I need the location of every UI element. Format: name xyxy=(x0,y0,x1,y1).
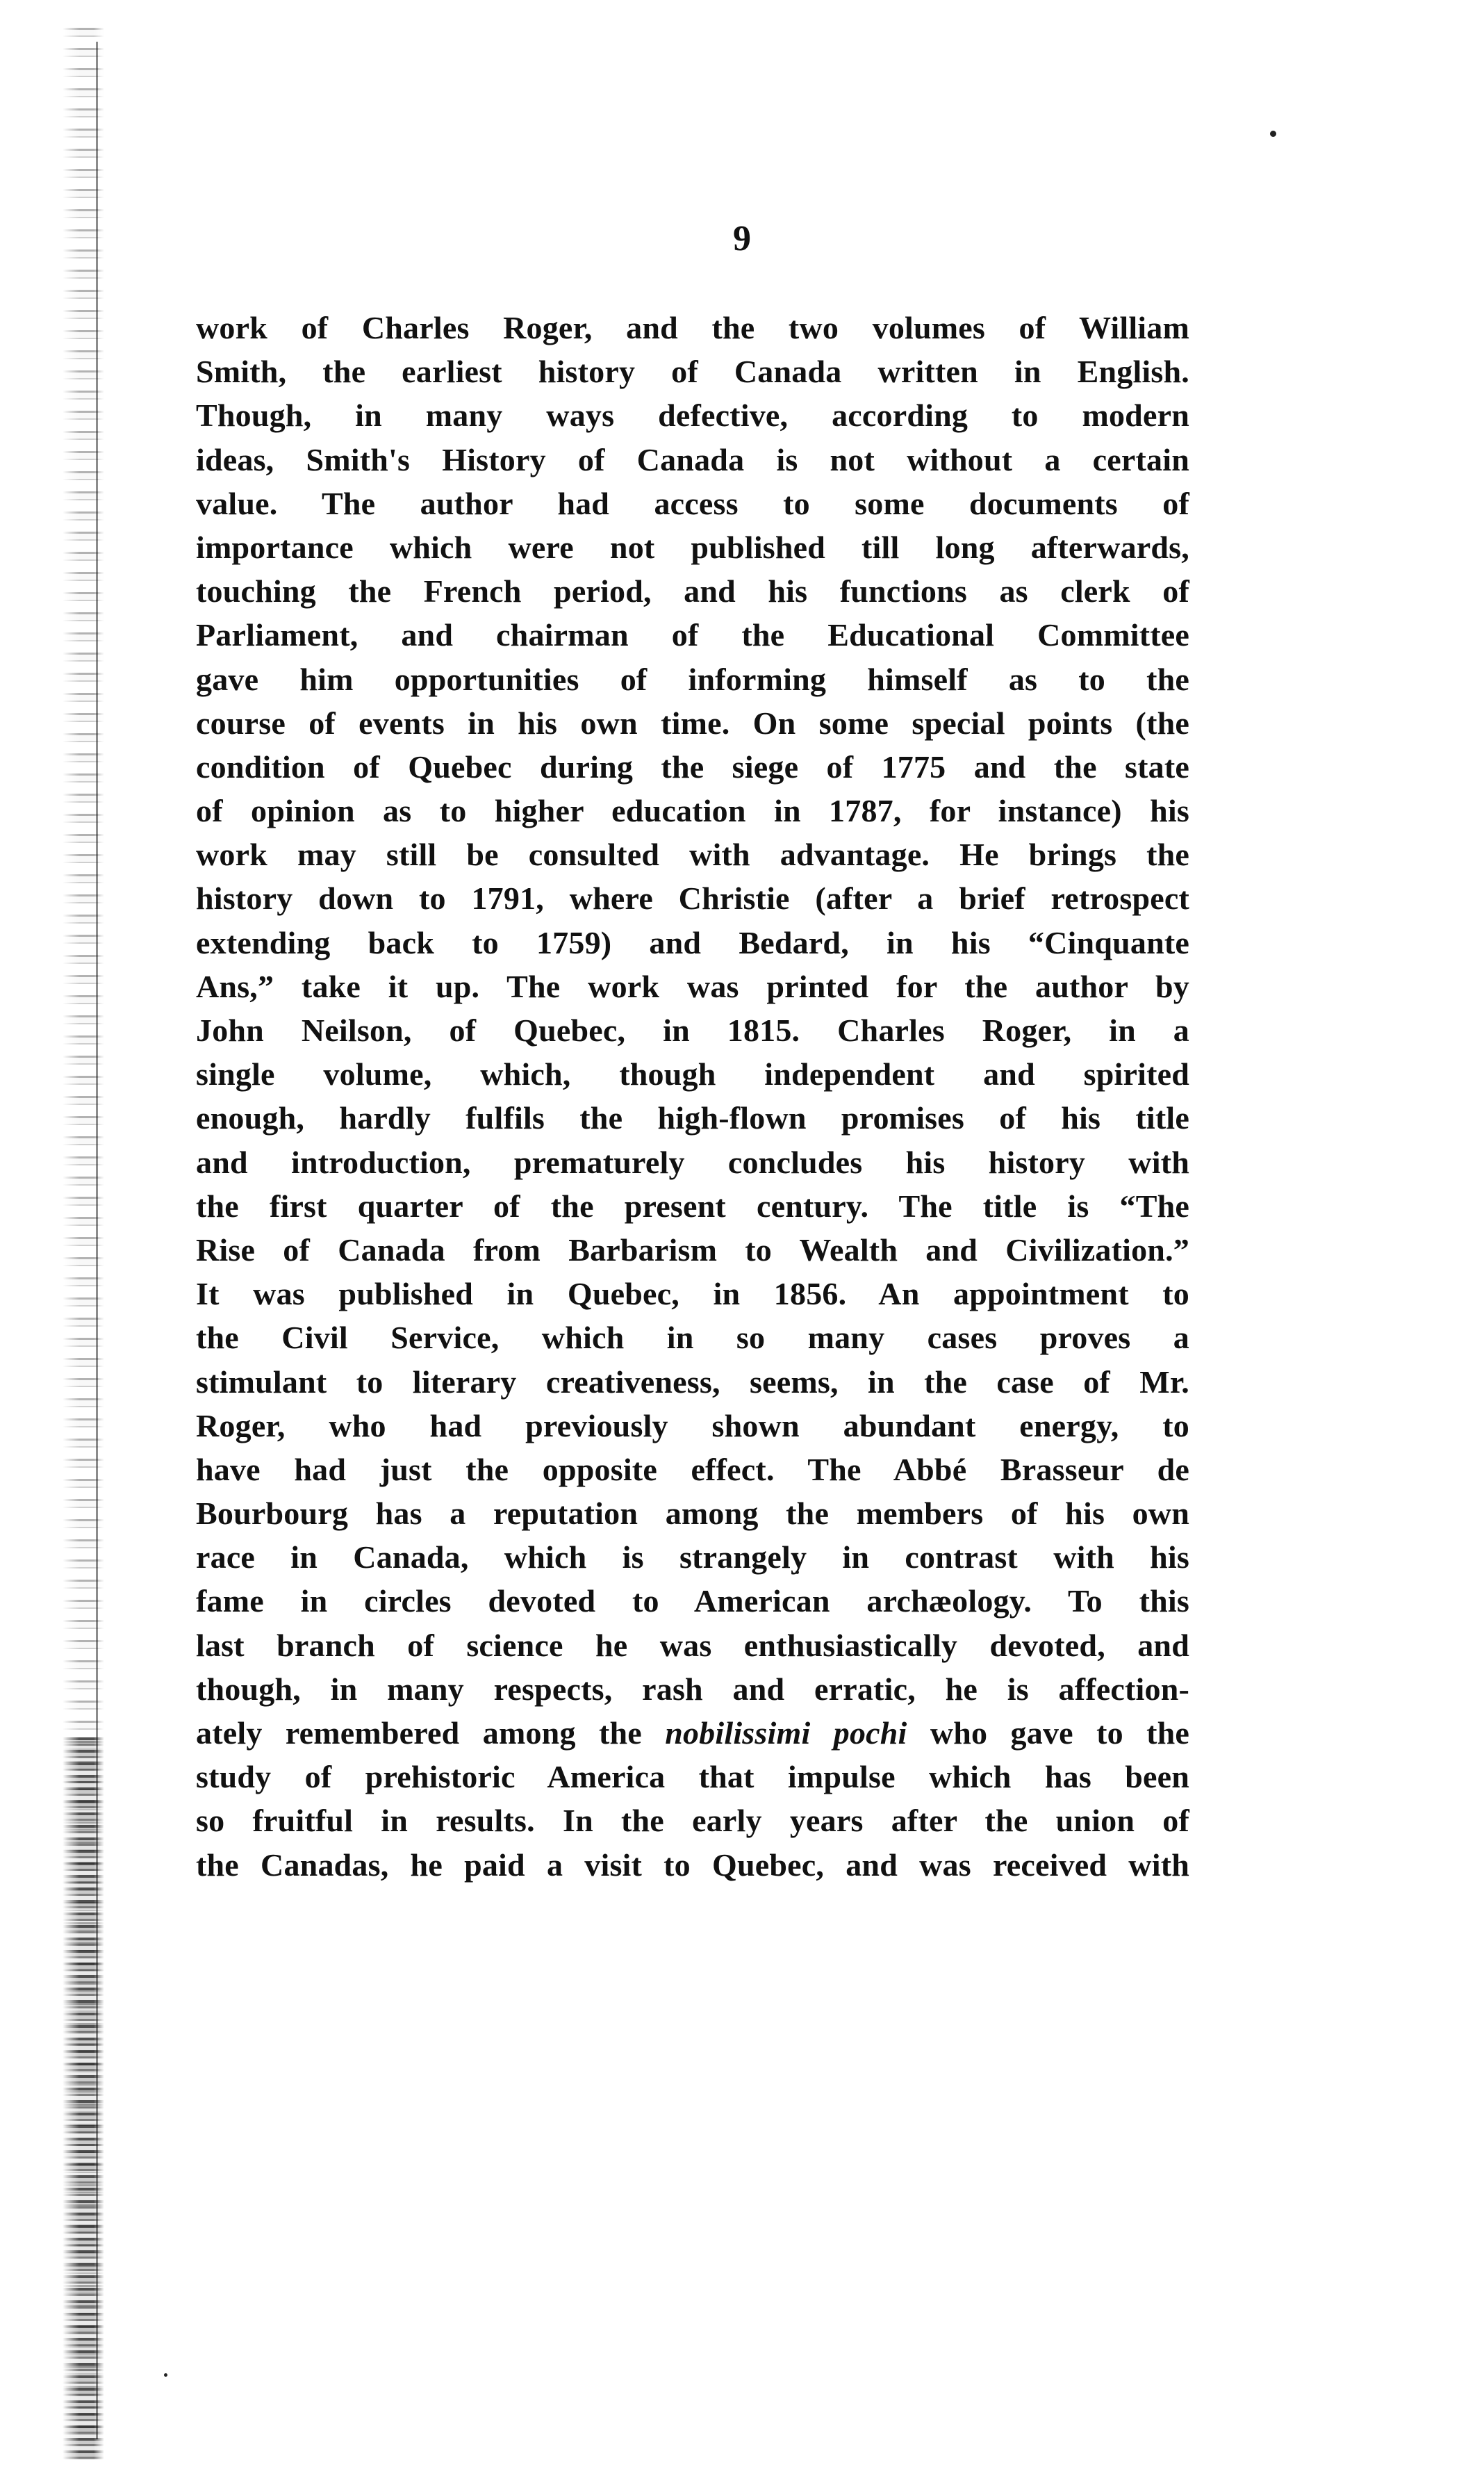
text-line: of opinion as to higher education in 1787, for instance) his xyxy=(196,793,1189,829)
text-line: gave him opportunities of informing himself as to the xyxy=(196,661,1189,697)
text-line: stimulant to literary creativeness, seems, in the case of Mr. xyxy=(196,1363,1189,1400)
text-line: work may still be consulted with advantage. He brings the xyxy=(196,837,1189,873)
text-line: touching the French period, and his functions as clerk of xyxy=(196,573,1189,609)
text-line: the first quarter of the present century. The title is “The xyxy=(196,1188,1189,1224)
ink-speck xyxy=(164,2373,167,2377)
text-line: Bourbourg has a reputation among the members of his own xyxy=(196,1496,1189,1532)
text-line-with-italic xyxy=(196,1711,1189,1755)
text-line: study of prehistoric America that impulse which has been xyxy=(196,1759,1189,1795)
italic-phrase: nobilissimi pochi xyxy=(665,1715,907,1751)
text-line: so fruitful in results. In the early years after the union of xyxy=(196,1803,1189,1839)
text-line: fame in circles devoted to American archæology. To this xyxy=(196,1583,1189,1619)
text-line: Though, in many ways defective, according to modern xyxy=(196,398,1189,434)
page-number: 9 xyxy=(733,219,751,259)
text-line: have had just the opposite effect. The Abbé Brasseur de xyxy=(196,1451,1189,1487)
text-run: who gave to the xyxy=(907,1715,1190,1751)
text-line: importance which were not published till long afterwards, xyxy=(196,529,1189,565)
text-line: Roger, who had previously shown abundant energy, to xyxy=(196,1407,1189,1443)
text-line: history down to 1791, where Christie (after a brief retrospect xyxy=(196,881,1189,917)
text-line: John Neilson, of Quebec, in 1815. Charles Roger, in a xyxy=(196,1013,1189,1048)
text-line: Rise of Canada from Barbarism to Wealth and Civilization.” xyxy=(196,1231,1189,1268)
text-line: and introduction, prematurely concludes his history with xyxy=(196,1144,1189,1180)
text-line: the Canadas, he paid a visit to Quebec, and was received with xyxy=(196,1846,1189,1883)
text-line: extending back to 1759) and Bedard, in his “Cinquante xyxy=(196,924,1189,960)
text-line: ideas, Smith's History of Canada is not without a certain xyxy=(196,441,1189,477)
text-line: the Civil Service, which in so many cases proves a xyxy=(196,1320,1189,1356)
text-line: condition of Quebec during the siege of 1775 and the state xyxy=(196,748,1189,785)
text-line: work of Charles Roger, and the two volumes of William xyxy=(196,310,1189,345)
ink-speck xyxy=(1270,131,1276,137)
text-line: last branch of science he was enthusiastically devoted, and xyxy=(196,1627,1189,1663)
text-line: Ans,” take it up. The work was printed for the author by xyxy=(196,968,1189,1004)
binding-edge-line xyxy=(96,42,98,2439)
text-line: though, in many respects, rash and erratic, he is affection- xyxy=(196,1671,1189,1707)
text-line: It was published in Quebec, in 1856. An appointment to xyxy=(196,1276,1189,1312)
text-line: single volume, which, though independent and spirited xyxy=(196,1056,1189,1092)
text-line: value. The author had access to some documents of xyxy=(196,485,1189,521)
text-line: Parliament, and chairman of the Educational Committee xyxy=(196,617,1189,653)
text-line: race in Canada, which is strangely in contrast with his xyxy=(196,1539,1189,1575)
body-text xyxy=(196,306,1189,1887)
text-line: enough, hardly fulfils the high-flown promises of his title xyxy=(196,1100,1189,1136)
text-line: Smith, the earliest history of Canada written in English. xyxy=(196,354,1189,390)
text-run: ately remembered among the xyxy=(196,1715,666,1751)
text-line: course of events in his own time. On some special points (the xyxy=(196,705,1189,741)
binding-edge-shadow-lower xyxy=(63,1737,104,2460)
